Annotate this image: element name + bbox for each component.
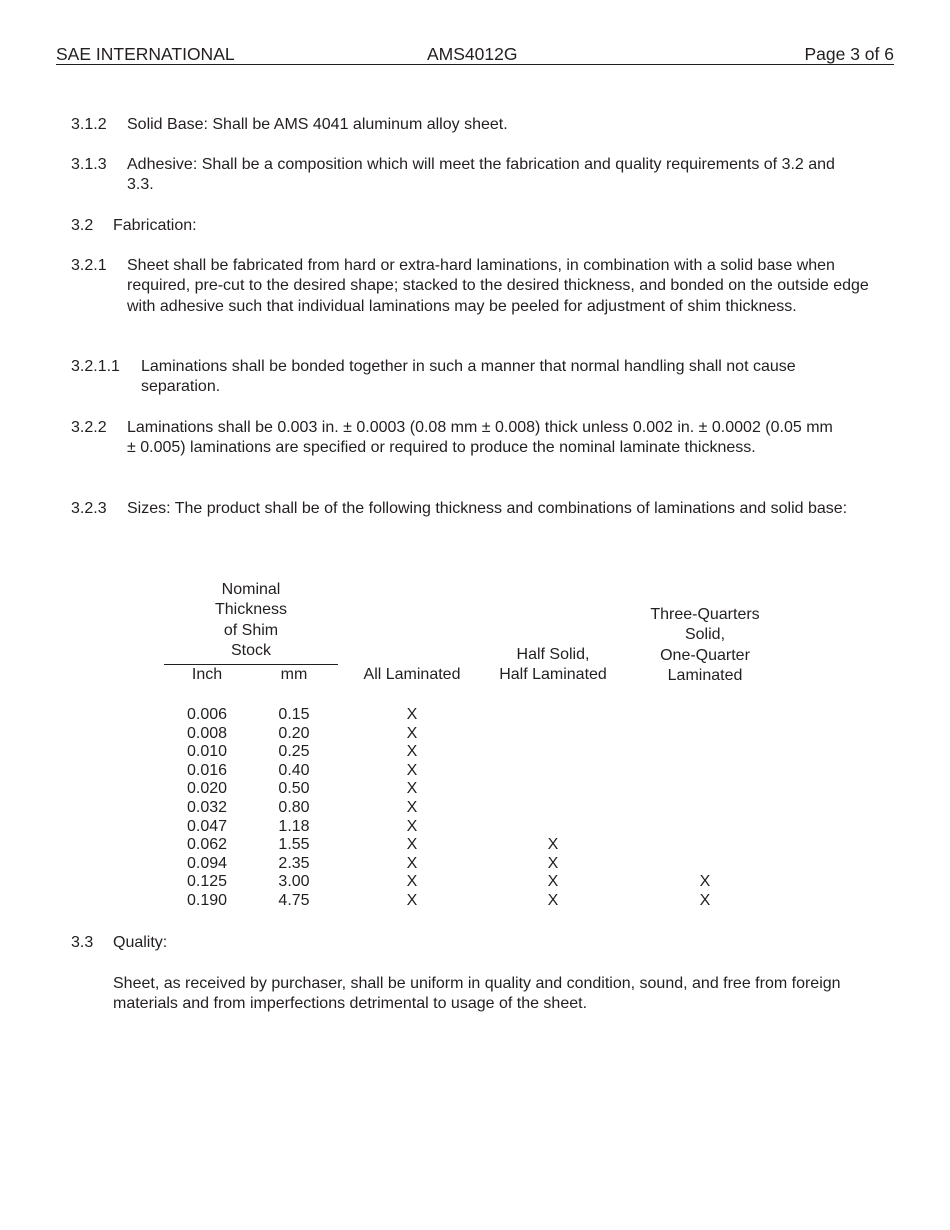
table-row [160,818,780,837]
inch-cell: 0.016 [186,761,228,779]
inch-cell: 0.010 [186,743,228,761]
section-number: 3.2.1 [71,257,107,274]
header-org: SAE INTERNATIONAL [56,44,235,64]
header-line: Thickness [214,601,288,619]
inch-cell: 0.020 [186,780,228,798]
inch-cell: 0.047 [186,817,228,835]
section-text: Laminations shall be 0.003 in. ± 0.0003 (0.08 mm ± 0.008) thick unless 0.002 in. ± 0.0002 (0.05 mm ± 0.005) laminations are specified or required to produce the nominal laminate thickness. [127,419,833,457]
three-quarters-cell: X [699,891,711,909]
header-line: Laminated [667,667,743,685]
page-header [56,44,894,65]
section-text: Laminations shall be bonded together in such a manner that normal handling shall not cause separation. [141,358,796,396]
section-text: Sheet, as received by purchaser, shall be uniform in quality and condition, sound, and free from foreign materials and from imperfections detrimental to usage of the sheet. [113,975,841,1013]
all-laminated-cell: X [406,798,418,816]
all-laminated-cell: X [406,817,418,835]
header-line: of Shim [223,621,279,639]
mm-cell: 3.00 [278,873,310,891]
table-row [160,855,780,874]
half-solid-column-header [483,645,623,686]
all-laminated-cell: X [406,854,418,872]
header-doc-id: AMS4012G [427,44,518,64]
mm-cell: 1.18 [278,817,310,835]
three-quarters-column-header [635,605,775,687]
mm-cell: 2.35 [278,854,310,872]
inch-cell: 0.006 [186,706,228,723]
table-row [160,762,780,781]
header-line: Nominal [221,581,281,598]
half-solid-cell: X [547,891,559,909]
section-number: 3.2.2 [71,419,107,436]
section-text: Adhesive: Shall be a composition which will meet the fabrication and quality requirements of 3.2 and 3.3. [127,156,835,194]
section-text: Sheet shall be fabricated from hard or extra-hard laminations, in combination with a solid base when required, pre-cut to the desired shape; stacked to the desired thickness, and bonded on the outside edge with adhesive such that individual laminations may be peeled for adjustment of shim thickness. [127,257,869,315]
mm-cell: 0.40 [278,761,310,779]
mm-cell: 4.75 [278,891,310,909]
header-page-number: Page 3 of 6 [804,44,894,64]
inch-cell: 0.125 [186,873,228,891]
all-laminated-cell: X [406,724,418,742]
mm-cell: 0.50 [278,780,310,798]
inch-cell: 0.062 [186,836,228,854]
table-body [160,706,780,911]
table-row [160,836,780,855]
mm-cell: 0.20 [278,724,310,742]
section-number: 3.1.3 [71,156,107,173]
table-row [160,873,780,892]
header-line: Stock [230,642,271,660]
table-row [160,892,780,911]
table-row [160,780,780,799]
three-quarters-cell: X [699,873,711,891]
section-number: 3.2.1.1 [71,358,120,375]
all-laminated-cell: X [406,873,418,891]
section-number: 3.2.3 [71,500,107,517]
mm-cell: 0.15 [278,706,310,723]
inch-cell: 0.008 [186,724,228,742]
inch-cell: 0.190 [186,891,228,909]
table-row [160,799,780,818]
half-solid-cell: X [547,854,559,872]
section-text: Quality: [113,934,168,951]
all-laminated-cell: X [406,836,418,854]
mm-cell: 0.80 [278,798,310,816]
section-number: 3.1.2 [71,116,107,133]
mm-column-header: mm [280,666,308,683]
half-solid-cell: X [547,836,559,854]
all-laminated-cell: X [406,891,418,909]
all-laminated-cell: X [406,743,418,761]
sizes-table [160,580,780,920]
inch-column-header: Inch [191,666,223,683]
nominal-thickness-header [164,580,338,662]
header-line: Solid, [684,626,726,644]
table-row [160,743,780,762]
section-text: Sizes: The product shall be of the following thickness and combinations of laminations and solid base: [127,500,848,517]
inch-cell: 0.094 [186,854,228,872]
inch-cell: 0.032 [186,798,228,816]
header-line: Half Laminated [499,666,607,684]
all-laminated-cell: X [406,706,418,723]
section-number: 3.2 [71,217,94,234]
mm-cell: 0.25 [278,743,310,761]
all-laminated-column-header: All Laminated [363,666,461,683]
half-solid-cell: X [547,873,559,891]
mm-cell: 1.55 [278,836,310,854]
section-text: Solid Base: Shall be AMS 4041 aluminum alloy sheet. [127,116,508,133]
header-line: One-Quarter [660,646,750,664]
section-text: Fabrication: [113,217,197,234]
header-line: Three-Quarters [650,606,760,623]
header-line: Half Solid, [516,646,590,663]
section-number: 3.3 [71,934,94,951]
table-row [160,706,780,725]
all-laminated-cell: X [406,761,418,779]
table-row [160,725,780,744]
all-laminated-cell: X [406,780,418,798]
